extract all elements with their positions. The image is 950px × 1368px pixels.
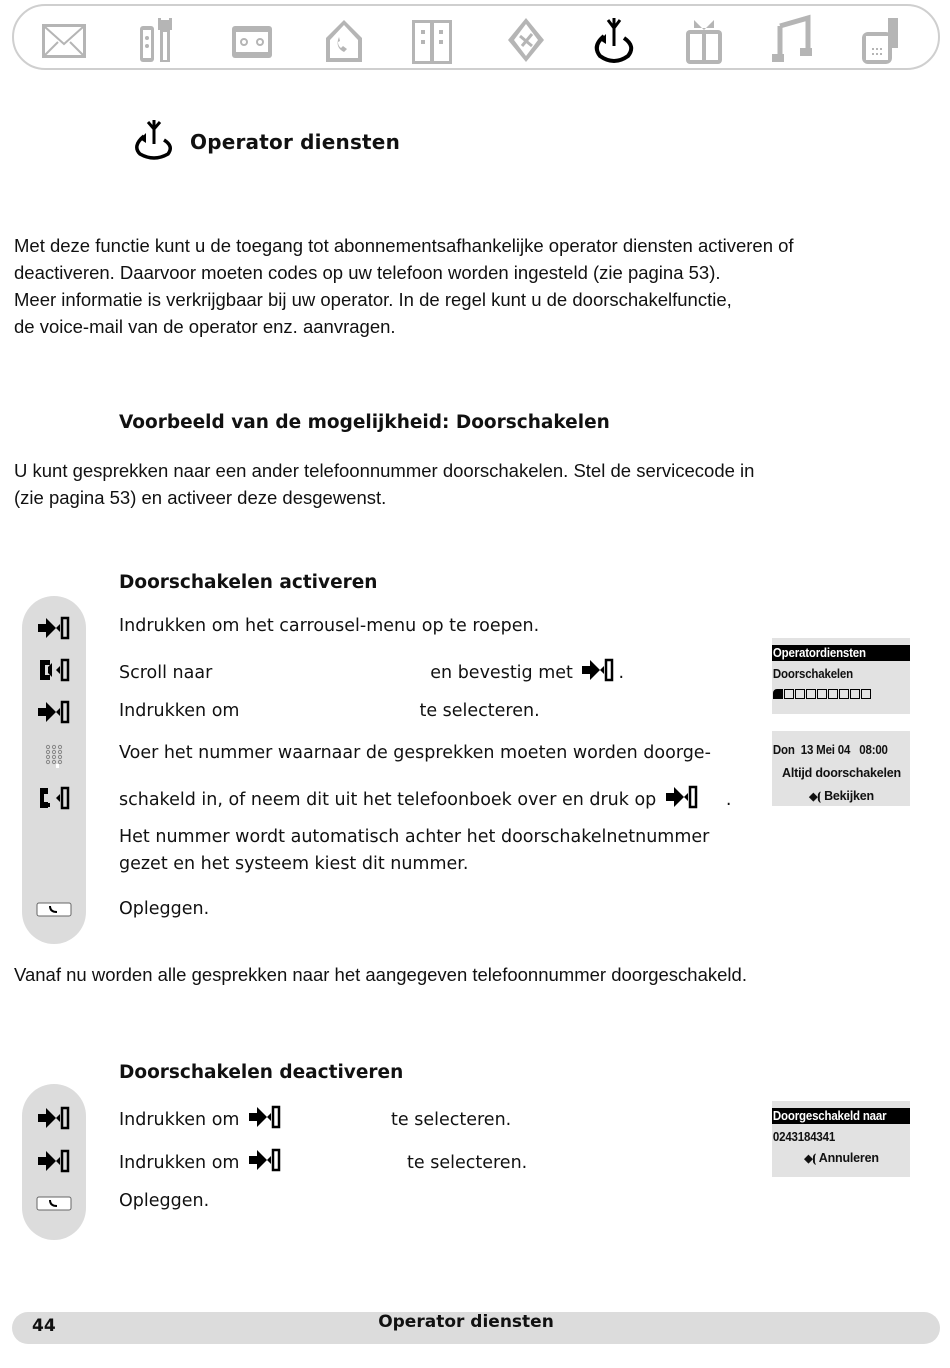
intro-line: Meer informatie is verkrijgbaar bij uw operator. In de regel kunt u de doorschakelfunctie, xyxy=(14,289,732,310)
activate-step-2 xyxy=(119,658,624,687)
example-line: U kunt gesprekken naar een ander telefoonnummer doorschakelen. Stel de servicecode in xyxy=(14,460,755,481)
lcd-status-screen xyxy=(772,731,910,806)
activate-conclusion: Vanaf nu worden alle gesprekken naar het aangegeven telefoonnummer doorgeschakeld. xyxy=(14,964,747,985)
step-text: . xyxy=(725,790,732,810)
lcd-menu-screen xyxy=(772,638,910,714)
ok-key-icon xyxy=(22,1147,86,1175)
step-text: te selecteren. xyxy=(419,701,540,721)
ok-key-icon xyxy=(580,658,616,687)
lcd-progress xyxy=(772,684,910,704)
envelope-icon[interactable] xyxy=(34,12,94,68)
step-text: en bevestig met xyxy=(430,663,573,683)
section-icon-bar xyxy=(12,4,940,70)
handset-icon[interactable] xyxy=(850,12,910,68)
activate-step-5 xyxy=(119,785,731,814)
intro-line: deactiveren. Daarvoor moeten codes op uw telefoon worden ingesteld (zie pagina 53). xyxy=(14,262,721,283)
step-text: Indrukken om xyxy=(119,1153,240,1173)
keypad-icon xyxy=(22,742,86,770)
activate-step-6: Het nummer wordt automatisch achter het doorschakelnetnummer xyxy=(119,827,710,847)
step-text: te selecteren. xyxy=(407,1153,528,1173)
operator-antenna-icon xyxy=(128,118,180,166)
phone-tools-icon[interactable] xyxy=(126,12,186,68)
activate-keys-pill xyxy=(22,596,86,944)
page-title: Operator diensten xyxy=(190,130,401,154)
step-text: Scroll naar xyxy=(119,663,213,683)
deactivate-step-2 xyxy=(119,1148,527,1177)
example-line: (zie pagina 53) en activeer deze desgewenst. xyxy=(14,487,387,508)
step-text: Indrukken om xyxy=(119,1110,240,1130)
phonebook-key-icon xyxy=(22,784,86,812)
intro-line: Met deze functie kunt u de toegang tot abonnementsafhankelijke operator diensten activeren of xyxy=(14,235,794,256)
ok-key-icon xyxy=(247,1105,283,1134)
hangup-key-icon xyxy=(22,896,86,924)
scroll-key-icon xyxy=(22,656,86,684)
ok-key-icon: ◆⦗ xyxy=(809,791,821,803)
activate-step-3 xyxy=(119,701,540,721)
activate-step-7: gezet en het systeem kiest dit nummer. xyxy=(119,854,469,874)
cassette-icon[interactable] xyxy=(222,12,282,68)
operator-antenna-icon[interactable] xyxy=(584,12,644,68)
music-note-icon[interactable] xyxy=(762,12,822,68)
activate-step-1: Indrukken om het carrousel-menu op te roepen. xyxy=(119,616,540,636)
page-footer xyxy=(12,1312,940,1344)
house-phone-icon[interactable] xyxy=(314,12,374,68)
lcd-item: Doorschakelen xyxy=(772,667,853,681)
lcd-softkey xyxy=(772,1147,910,1169)
intro-line: de voice-mail van de operator enz. aanvragen. xyxy=(14,316,396,337)
page-number: 44 xyxy=(32,1316,56,1336)
book-icon[interactable] xyxy=(402,12,462,68)
deactivate-step-3: Opleggen. xyxy=(119,1191,210,1211)
lcd-title: Operatordiensten xyxy=(772,645,910,661)
ok-key-icon xyxy=(664,785,700,814)
activate-step-4: Voer het nummer waarnaar de gesprekken moeten worden doorge- xyxy=(119,743,711,763)
activate-step-8: Opleggen. xyxy=(119,899,210,919)
ok-key-icon xyxy=(22,698,86,726)
page-title-row xyxy=(128,118,400,166)
hangup-key-icon xyxy=(22,1190,86,1218)
lcd-status: Altijd doorschakelen xyxy=(782,766,901,780)
lcd-datetime: Don 13 Mei 04 08:00 xyxy=(772,743,888,757)
lcd-title: Doorgeschakeld naar xyxy=(772,1108,910,1124)
ok-key-icon xyxy=(22,1104,86,1132)
step-text: te selecteren. xyxy=(391,1110,512,1130)
ok-key-icon: ◆⦗ xyxy=(804,1153,816,1165)
step-text: . xyxy=(618,663,625,683)
ok-key-icon xyxy=(22,614,86,642)
ok-key-icon xyxy=(247,1148,283,1177)
lcd-number: 0243184341 xyxy=(772,1130,836,1144)
lcd-softkey-label: Bekijken xyxy=(824,789,874,803)
deactivate-keys-pill xyxy=(22,1084,86,1240)
activate-heading: Doorschakelen activeren xyxy=(119,572,378,593)
lcd-softkey xyxy=(772,785,910,808)
lcd-softkey-label: Annuleren xyxy=(818,1151,879,1165)
step-text: schakeld in, of neem dit uit het telefoonboek over en druk op xyxy=(119,790,657,810)
deactivate-heading: Doorschakelen deactiveren xyxy=(119,1062,404,1083)
footer-title: Operator diensten xyxy=(378,1312,554,1332)
example-heading: Voorbeeld van de mogelijkheid: Doorschakelen xyxy=(119,412,610,433)
deactivate-step-1 xyxy=(119,1105,511,1134)
step-text: Indrukken om xyxy=(119,701,240,721)
gift-icon[interactable] xyxy=(674,12,734,68)
intro-paragraph xyxy=(14,232,794,340)
lcd-forwarded-screen xyxy=(772,1101,910,1177)
wrench-diamond-icon[interactable] xyxy=(496,12,556,68)
example-paragraph xyxy=(14,457,754,511)
